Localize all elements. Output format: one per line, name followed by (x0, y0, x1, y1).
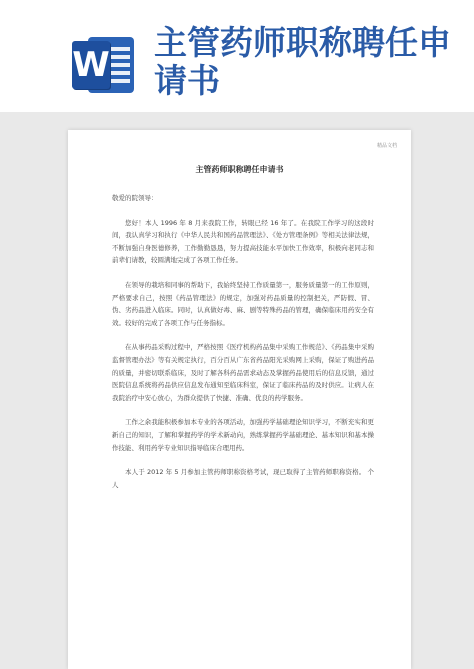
word-letter-badge: W (72, 41, 110, 89)
document-title: 主管药师职称聘任申请书 (195, 165, 284, 174)
banner (0, 0, 474, 112)
header-note: 精品文档 (376, 143, 397, 149)
body-paragraph: 在从事药品采购过程中，严格按照《医疗机构药品集中采购工作规范》、《药品集中采购监督管理办法》等有关规定执行，百分百从广东省药品阳光采购网上采购，保证了购进药品的质量，并密切联系临床，及时了解各科药品需求动态及掌握药品使用后的信息反馈，通过医院信息系统将药品供应信息发布通知至临床科室，保证了临床药品的及时供应。让病人在我院治疗中安心放心，为群众提供了快捷、准确、优良的药学服务。 (112, 343, 374, 402)
body-paragraph: 在领导的栽培和同事的帮助下，我始终坚持工作质量第一，服务质量第一的工作原则，严格要求自己，按照《药品管理法》的规定，加强对药品质量的控制把关，严防假、冒、伪、劣药品进入临床。同时，认真做好毒、麻、剧等特殊药品的管理，确保临床用药安全有效。较好的完成了各项工作与任务指标。 (112, 280, 374, 327)
salutation: 敬爱的院领导： (112, 194, 158, 202)
body-paragraph: 工作之余我能积极参加本专业的各项活动，加强药学基础理论知识学习，不断充实和更新自己的知识，了解和掌握药学的学术新动向，熟练掌握药学基础理论、基本知识和基本操作技能、利用药学专业知识指导临床合理用药。 (112, 418, 374, 452)
document-body (112, 192, 374, 503)
document-page (68, 130, 411, 669)
body-paragraph: 您好！本人 1996 年 8 月来我院工作，转眼已经 16 年了。在我院工作学习的这段时间，我认真学习和执行《中华人民共和国药品管理法》、《处方管理条例》等相关法律法规，不断加强自身医德修养，工作勤勤恳恳，努力提高技能水平加快工作效率，积极向老同志和前辈们请教，较圆满地完成了各项工作任务。 (112, 218, 374, 265)
word-icon (72, 33, 136, 97)
body-paragraph: 本人于 2012 年 5 月参加主管药师职称资格考试，现已取得了主管药师职称资格。 个人 (112, 468, 374, 489)
banner-title: 主管药师职称聘任申请书 (154, 23, 451, 100)
